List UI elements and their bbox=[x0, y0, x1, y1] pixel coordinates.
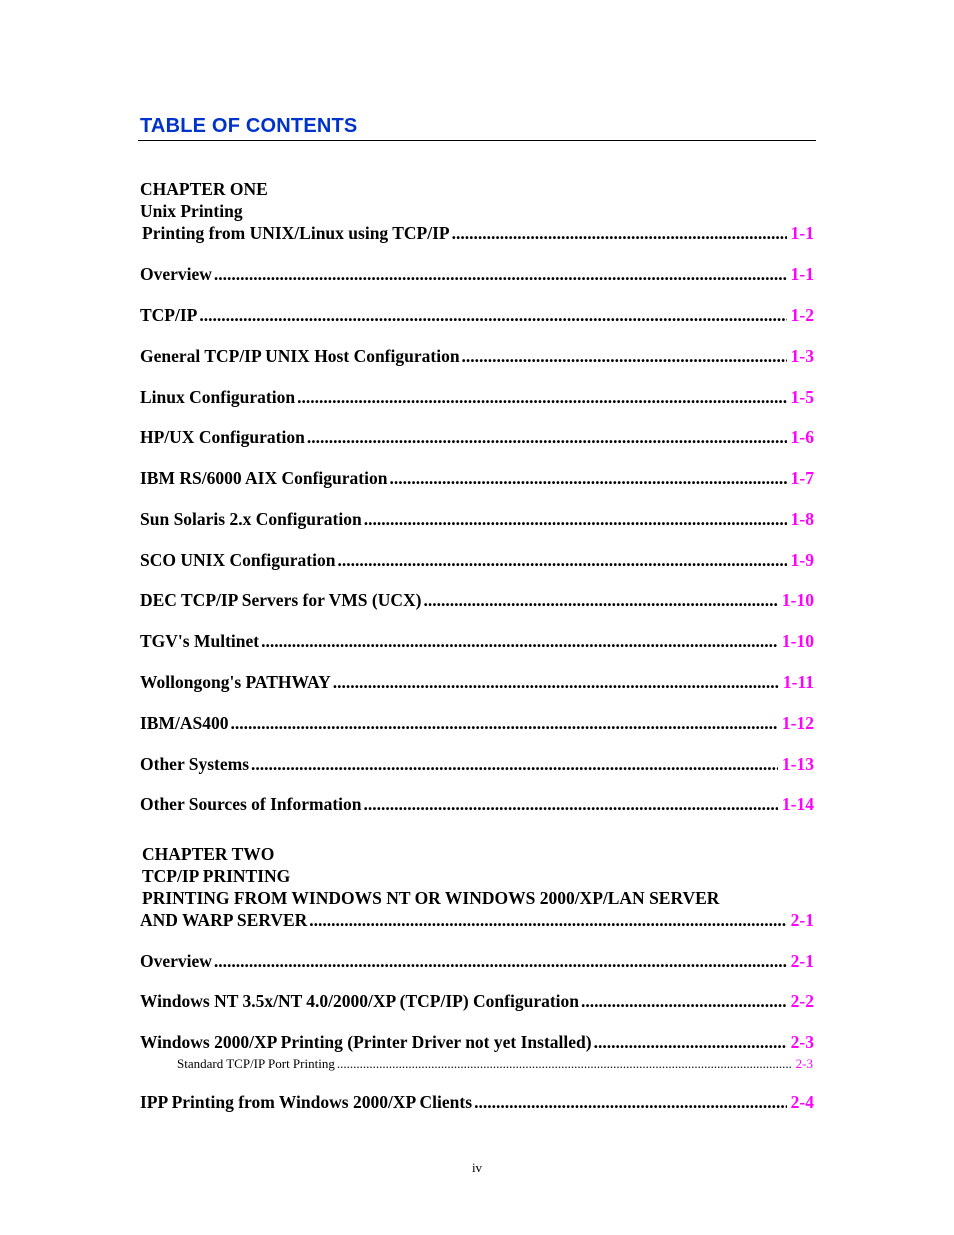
toc-entry[interactable] bbox=[140, 467, 814, 489]
toc-entry[interactable] bbox=[140, 263, 814, 285]
toc-entry[interactable] bbox=[140, 426, 814, 448]
toc-entry[interactable] bbox=[140, 508, 814, 530]
leader-dots bbox=[307, 426, 787, 448]
toc-entry-page[interactable]: 1-14 bbox=[781, 794, 814, 814]
toc-entry[interactable] bbox=[140, 793, 814, 815]
toc-entry-page[interactable]: 1-6 bbox=[790, 427, 814, 447]
toc-entry-page[interactable]: 1-2 bbox=[790, 305, 814, 325]
toc-entry-label: IPP Printing from Windows 2000/XP Clients bbox=[140, 1092, 473, 1112]
leader-dots bbox=[337, 549, 786, 571]
leader-dots bbox=[594, 1031, 787, 1053]
toc-entry-label: Other Systems bbox=[140, 754, 250, 774]
toc-entry-label: Windows 2000/XP Printing (Printer Driver not yet Installed) bbox=[140, 1032, 592, 1052]
toc-entry-label: IBM/AS400 bbox=[140, 713, 229, 733]
toc-title: TABLE OF CONTENTS bbox=[140, 115, 358, 137]
leader-dots bbox=[199, 304, 786, 326]
toc-entry-label: TGV's Multinet bbox=[140, 631, 260, 651]
title-rule bbox=[138, 140, 816, 141]
toc-entry-label: Other Sources of Information bbox=[140, 794, 362, 814]
toc-entry[interactable] bbox=[140, 990, 814, 1012]
leader-dots bbox=[309, 909, 786, 931]
leader-dots bbox=[423, 589, 777, 611]
toc-entry[interactable] bbox=[140, 1031, 814, 1053]
toc-entry-label: Linux Configuration bbox=[140, 387, 296, 407]
toc-entry-label: Windows NT 3.5x/NT 4.0/2000/XP (TCP/IP) Configuration bbox=[140, 991, 580, 1011]
toc-entry-page[interactable]: 2-3 bbox=[795, 1056, 813, 1071]
toc-entry[interactable] bbox=[140, 950, 814, 972]
toc-entry-label: Standard TCP/IP Port Printing bbox=[177, 1056, 335, 1071]
toc-entry-page[interactable]: 1-8 bbox=[790, 509, 814, 529]
chapter-two-title: PRINTING FROM WINDOWS NT OR WINDOWS 2000/XP/LAN SERVER bbox=[142, 888, 720, 908]
page-number: iv bbox=[471, 1160, 483, 1175]
toc-entry-label: HP/UX Configuration bbox=[140, 427, 305, 447]
toc-entry-label: Overview bbox=[140, 951, 212, 971]
toc-entry-page[interactable]: 1-9 bbox=[790, 550, 814, 570]
toc-entry-label: TCP/IP bbox=[140, 305, 198, 325]
toc-entry-label: Sun Solaris 2.x Configuration bbox=[140, 509, 362, 529]
toc-entry-page[interactable]: 2-4 bbox=[790, 1092, 814, 1112]
toc-entry[interactable] bbox=[140, 712, 814, 734]
leader-dots bbox=[261, 630, 778, 652]
chapter-one-heading: CHAPTER ONE bbox=[140, 179, 268, 199]
toc-entry[interactable] bbox=[140, 345, 814, 367]
leader-dots bbox=[364, 793, 778, 815]
leader-dots bbox=[251, 753, 778, 775]
toc-entry-label: Wollongong's PATHWAY bbox=[140, 672, 331, 692]
toc-entry-label: Printing from UNIX/Linux using TCP/IP bbox=[142, 223, 450, 243]
toc-entry-page[interactable]: 1-10 bbox=[781, 590, 814, 610]
leader-dots bbox=[333, 671, 779, 693]
leader-dots bbox=[214, 950, 787, 972]
toc-entry-page[interactable]: 1-11 bbox=[782, 672, 814, 692]
leader-dots bbox=[230, 712, 777, 734]
leader-dots bbox=[452, 222, 787, 244]
chapter-two-heading: CHAPTER TWO bbox=[142, 844, 275, 864]
toc-entry[interactable] bbox=[140, 1091, 814, 1113]
leader-dots bbox=[389, 467, 786, 489]
leader-dots bbox=[337, 1056, 792, 1072]
toc-subentry[interactable] bbox=[177, 1056, 813, 1072]
toc-entry-label: DEC TCP/IP Servers for VMS (UCX) bbox=[140, 590, 422, 610]
leader-dots bbox=[364, 508, 787, 530]
leader-dots bbox=[297, 386, 787, 408]
toc-entry[interactable] bbox=[140, 630, 814, 652]
toc-entry-page[interactable]: 1-1 bbox=[790, 264, 814, 284]
toc-entry[interactable] bbox=[142, 222, 814, 244]
toc-entry-page[interactable]: 1-1 bbox=[790, 223, 814, 243]
toc-entry-page[interactable]: 1-12 bbox=[781, 713, 814, 733]
toc-entry-page[interactable]: 1-5 bbox=[790, 387, 814, 407]
toc-entry-label: SCO UNIX Configuration bbox=[140, 550, 336, 570]
chapter-one-subheading: Unix Printing bbox=[140, 201, 243, 221]
toc-entry[interactable] bbox=[140, 589, 814, 611]
leader-dots bbox=[474, 1091, 787, 1113]
toc-entry[interactable] bbox=[140, 909, 814, 931]
leader-dots bbox=[462, 345, 787, 367]
toc-entry[interactable] bbox=[140, 753, 814, 775]
toc-entry-label: General TCP/IP UNIX Host Configuration bbox=[140, 346, 460, 366]
toc-entry-page[interactable]: 2-3 bbox=[790, 1032, 814, 1052]
toc-entry-label: AND WARP SERVER bbox=[140, 910, 308, 930]
toc-entry-page[interactable]: 1-10 bbox=[781, 631, 814, 651]
leader-dots bbox=[581, 990, 787, 1012]
leader-dots bbox=[214, 263, 787, 285]
toc-entry-label: Overview bbox=[140, 264, 212, 284]
toc-entry-page[interactable]: 2-1 bbox=[790, 951, 814, 971]
toc-entry-page[interactable]: 1-3 bbox=[790, 346, 814, 366]
toc-entry[interactable] bbox=[140, 386, 814, 408]
toc-entry[interactable] bbox=[140, 304, 814, 326]
toc-entry-page[interactable]: 1-13 bbox=[781, 754, 814, 774]
toc-entry[interactable] bbox=[140, 549, 814, 571]
toc-entry-label: IBM RS/6000 AIX Configuration bbox=[140, 468, 388, 488]
toc-entry-page[interactable]: 2-2 bbox=[790, 991, 814, 1011]
toc-entry-page[interactable]: 2-1 bbox=[790, 910, 814, 930]
toc-entry-page[interactable]: 1-7 bbox=[790, 468, 814, 488]
toc-entry[interactable] bbox=[140, 671, 814, 693]
chapter-two-subheading: TCP/IP PRINTING bbox=[142, 866, 291, 886]
